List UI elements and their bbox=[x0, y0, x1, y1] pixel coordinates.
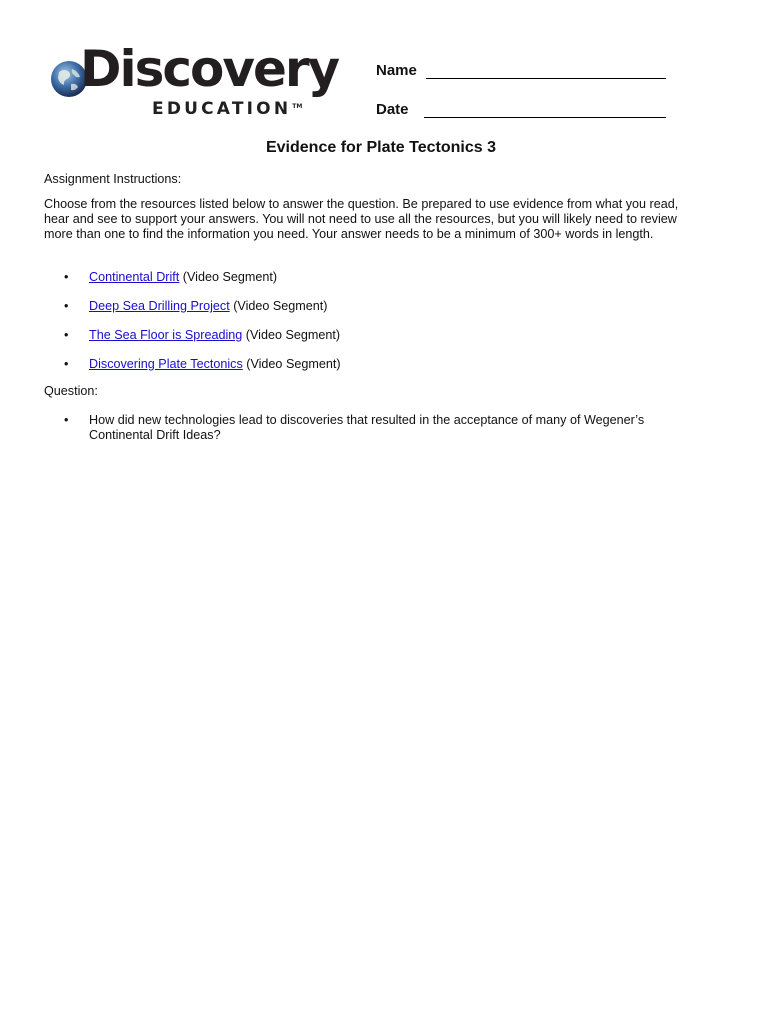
date-label: Date bbox=[376, 101, 409, 118]
resource-link-discovering-plate-tectonics[interactable]: Discovering Plate Tectonics bbox=[89, 357, 243, 371]
resource-type: (Video Segment) bbox=[242, 328, 341, 342]
bullet-icon: • bbox=[64, 413, 69, 427]
logo-wordmark: Discovery bbox=[80, 40, 339, 98]
bullet-icon: • bbox=[64, 357, 69, 371]
resource-link-deep-sea-drilling[interactable]: Deep Sea Drilling Project bbox=[89, 299, 230, 313]
resource-link-continental-drift[interactable]: Continental Drift bbox=[89, 270, 180, 284]
resource-item bbox=[89, 270, 669, 285]
bullet-icon: • bbox=[64, 270, 69, 284]
discovery-education-logo bbox=[50, 40, 339, 124]
logo-subtitle bbox=[152, 99, 301, 119]
resource-type: (Video Segment) bbox=[179, 270, 278, 284]
name-label: Name bbox=[376, 62, 417, 79]
resource-item bbox=[89, 299, 669, 314]
resource-type: (Video Segment) bbox=[242, 357, 341, 371]
document-title: Evidence for Plate Tectonics 3 bbox=[265, 139, 496, 156]
question-text: How did new technologies lead to discoveries that resulted in the acceptance of many of Wegener’s Continental Drift Ideas? bbox=[89, 413, 645, 442]
resource-item bbox=[89, 357, 669, 372]
trademark-mark: TM bbox=[292, 103, 303, 110]
resource-link-sea-floor-spreading[interactable]: The Sea Floor is Spreading bbox=[89, 328, 243, 342]
resource-type: (Video Segment) bbox=[229, 299, 328, 313]
name-field[interactable] bbox=[376, 62, 666, 79]
question-label: Question: bbox=[44, 384, 98, 398]
bullet-icon: • bbox=[64, 328, 69, 342]
name-blank-line[interactable] bbox=[426, 64, 666, 79]
date-field[interactable] bbox=[376, 101, 666, 118]
bullet-icon: • bbox=[64, 299, 69, 313]
instructions-label: Assignment Instructions: bbox=[44, 172, 182, 186]
resource-item bbox=[89, 328, 669, 343]
instructions-body: Choose from the resources listed below to answer the question. Be prepared to use evidence from what you read, hear and see to support your answers. You will not need to use all the resources, but you will likely need to review more than one to find the information you need. Your answer needs to be a minimum of 300+ words in length. bbox=[44, 197, 679, 241]
logo-subtitle-text: EDUCATION bbox=[152, 99, 292, 119]
date-blank-line[interactable] bbox=[424, 103, 666, 118]
